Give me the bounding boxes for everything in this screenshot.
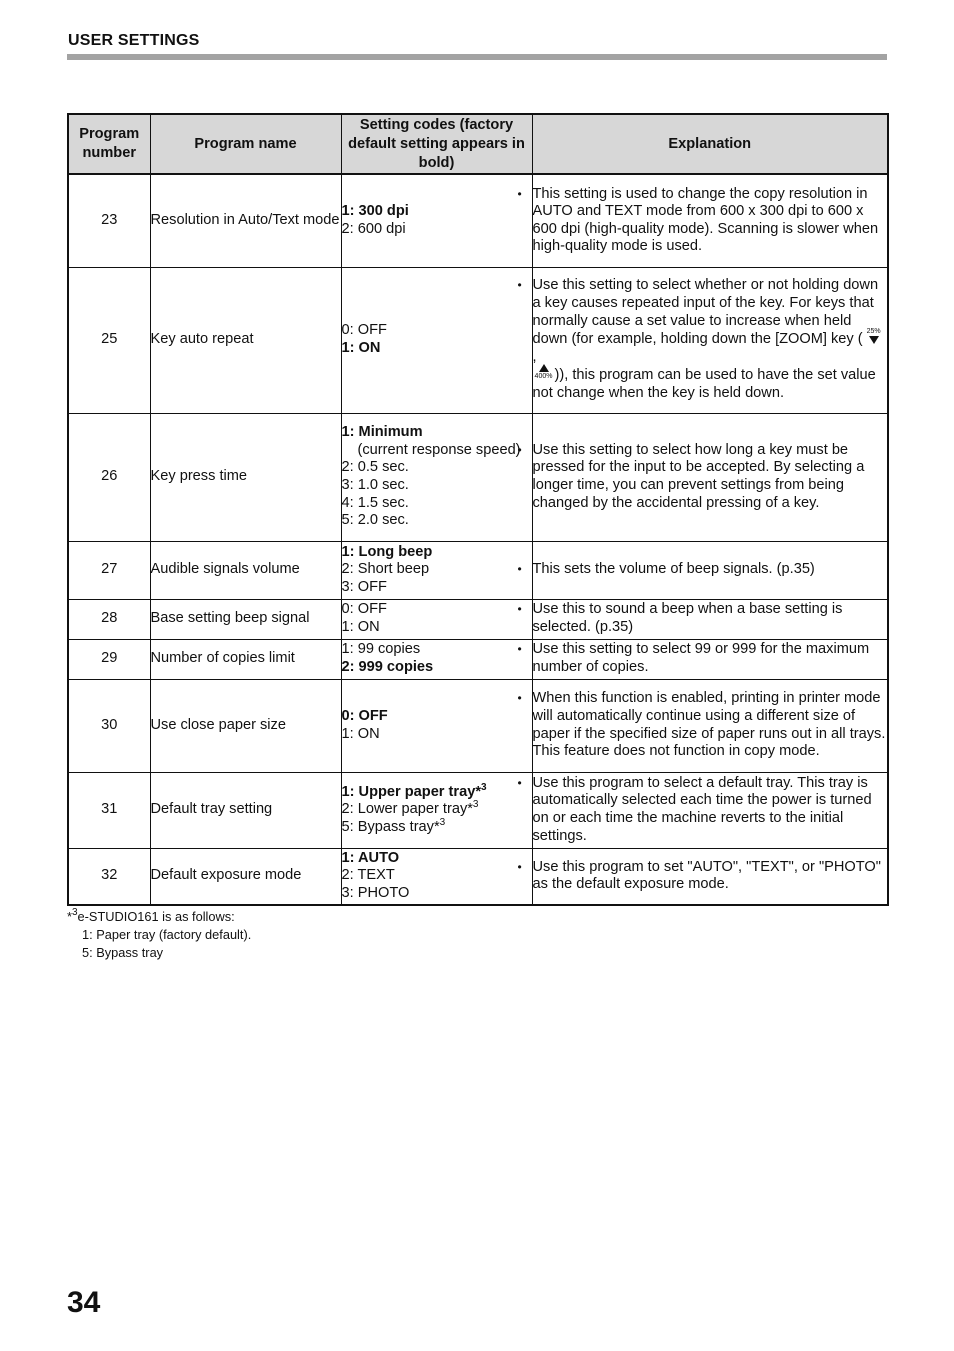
setting-code: 3: PHOTO — [341, 885, 410, 902]
setting-code: 2: 600 dpi — [341, 220, 406, 237]
header-program-number: Program number — [68, 114, 150, 174]
program-number: 32 — [68, 848, 150, 905]
footnote-head — [67, 908, 251, 926]
table-row — [68, 848, 888, 905]
footnote-ref: 3 — [472, 799, 479, 811]
setting-code: 2: 999 copies — [341, 659, 434, 675]
setting-code: 1: ON — [341, 725, 380, 742]
title-rule — [67, 54, 887, 60]
setting-code: 5: 2.0 sec. — [341, 512, 409, 529]
section-title: USER SETTINGS — [68, 32, 200, 49]
program-name: Resolution in Auto/Text mode — [150, 174, 341, 267]
explanation — [532, 413, 888, 541]
program-number: 27 — [68, 541, 150, 599]
setting-code: 2: TEXT — [341, 867, 395, 884]
header-program-name: Program name — [150, 114, 341, 174]
setting-codes — [341, 679, 532, 772]
table-row — [68, 541, 888, 599]
setting-code: 3: 1.0 sec. — [341, 477, 409, 493]
page-number: 34 — [67, 1286, 101, 1319]
setting-code-text: 1: Upper paper tray* — [341, 783, 481, 800]
setting-code: 1: ON — [341, 340, 381, 356]
table-row — [68, 267, 888, 413]
explanation-text: • Use this setting to select 99 or 999 for the maximum number of copies. — [533, 641, 888, 676]
setting-code — [342, 801, 532, 819]
setting-code: 4: 1.5 sec. — [341, 494, 409, 511]
program-name: Audible signals volume — [150, 541, 341, 599]
program-name: Default tray setting — [150, 772, 341, 848]
table-header-row — [68, 114, 888, 174]
program-name: Default exposure mode — [150, 848, 341, 905]
zoom-up-label: 400% — [534, 373, 553, 381]
setting-code-note: (current response speed) — [357, 441, 521, 458]
setting-code: 3: OFF — [341, 578, 387, 595]
explanation-text — [533, 277, 888, 402]
explanation-text: • This sets the volume of beep signals. (p.35) — [533, 561, 888, 579]
explanation — [532, 174, 888, 267]
explanation — [532, 848, 888, 905]
setting-codes — [341, 267, 532, 413]
table-row — [68, 599, 888, 639]
footnote-ref: 3 — [439, 816, 446, 828]
explanation-part: )), this program can be used to have the set value not change when the key is held down. — [532, 367, 876, 401]
program-number: 31 — [68, 772, 150, 848]
setting-codes — [341, 413, 532, 541]
setting-codes — [341, 599, 532, 639]
explanation-text: • When this function is enabled, printing in printer mode will automatically continue using a different size of paper if the specified size of paper runs out in all trays. This feature does not function in copy mode. — [533, 690, 888, 760]
program-number: 23 — [68, 174, 150, 267]
footnote-head-text: e-STUDIO161 is as follows: — [77, 909, 235, 924]
program-name: Key auto repeat — [150, 267, 341, 413]
footnote-line: 1: Paper tray (factory default). — [82, 927, 252, 942]
table-row — [68, 174, 888, 267]
program-number: 26 — [68, 413, 150, 541]
arrow-up-icon — [539, 364, 549, 372]
explanation — [532, 772, 888, 848]
setting-codes — [341, 541, 532, 599]
explanation-text: • Use this setting to select how long a key must be pressed for the input to be accepted. By selecting a longer time, you can prevent settings from being changed by the accidental pressing of a key. — [533, 442, 888, 512]
program-number: 25 — [68, 267, 150, 413]
zoom-down-icon — [863, 330, 885, 346]
setting-code: 1: Long beep — [341, 543, 433, 560]
table-row — [68, 639, 888, 679]
setting-code: 0: OFF — [341, 322, 387, 339]
footnote-ref: 3 — [481, 781, 487, 793]
setting-codes — [341, 772, 532, 848]
table-row — [68, 413, 888, 541]
setting-codes — [341, 639, 532, 679]
header-explanation: Explanation — [532, 114, 888, 174]
setting-code-text: 2: Lower paper tray* — [341, 801, 473, 818]
separator: , — [532, 348, 537, 365]
setting-code: 1: Minimum — [341, 424, 423, 441]
setting-code: 2: Short beep — [341, 561, 430, 578]
table-row — [68, 679, 888, 772]
explanation-part: Use this setting to select whether or not holding down a key causes repeated input of the key. For keys that normally cause a set value to increase when held down (for example, holding down the [ZOOM] key ( — [532, 277, 879, 348]
settings-table — [67, 113, 889, 906]
footnote-marker: * — [67, 909, 72, 924]
setting-code: 1: 300 dpi — [341, 203, 409, 220]
program-name: Use close paper size — [150, 679, 341, 772]
table-row — [68, 772, 888, 848]
explanation — [532, 267, 888, 413]
footnote-marker-sup: 3 — [71, 907, 78, 918]
zoom-up-icon — [533, 366, 555, 382]
program-name: Base setting beep signal — [150, 599, 341, 639]
setting-code: 2: 0.5 sec. — [341, 459, 409, 476]
program-name: Key press time — [150, 413, 341, 541]
explanation — [532, 679, 888, 772]
setting-code-text: 5: Bypass tray* — [341, 818, 440, 835]
program-number: 29 — [68, 639, 150, 679]
explanation-text: • Use this program to select a default tray. This tray is automatically selected each time the power is turned on or each time the machine reverts to the initial settings. — [533, 775, 888, 845]
arrow-down-icon — [869, 336, 879, 344]
setting-code: 1: AUTO — [341, 849, 400, 866]
setting-code: 1: 99 copies — [341, 641, 421, 658]
setting-code — [341, 816, 532, 837]
explanation — [532, 541, 888, 599]
header-setting-codes: Setting codes (factory default setting appears in bold) — [341, 114, 532, 174]
program-name: Number of copies limit — [150, 639, 341, 679]
explanation-text: • Use this to sound a beep when a base setting is selected. (p.35) — [533, 601, 888, 636]
footnote-line: 5: Bypass tray — [82, 945, 164, 960]
setting-code: 0: OFF — [341, 707, 388, 724]
setting-code: 1: ON — [341, 619, 380, 635]
setting-code: 0: OFF — [341, 601, 387, 618]
setting-codes — [341, 848, 532, 905]
explanation — [532, 599, 888, 639]
setting-codes — [341, 174, 532, 267]
program-number: 30 — [68, 679, 150, 772]
explanation-text: • Use this program to set "AUTO", "TEXT", or "PHOTO" as the default exposure mode. — [533, 859, 888, 894]
setting-code — [341, 781, 532, 802]
explanation — [532, 639, 888, 679]
zoom-down-label: 25% — [866, 328, 881, 336]
footnotes — [67, 908, 251, 962]
program-number: 28 — [68, 599, 150, 639]
explanation-text: • This setting is used to change the copy resolution in AUTO and TEXT mode from 600 x 300 dpi to 600 x 600 dpi (high-quality mode). Scanning is slower when high-quality mode is used. — [533, 186, 888, 256]
